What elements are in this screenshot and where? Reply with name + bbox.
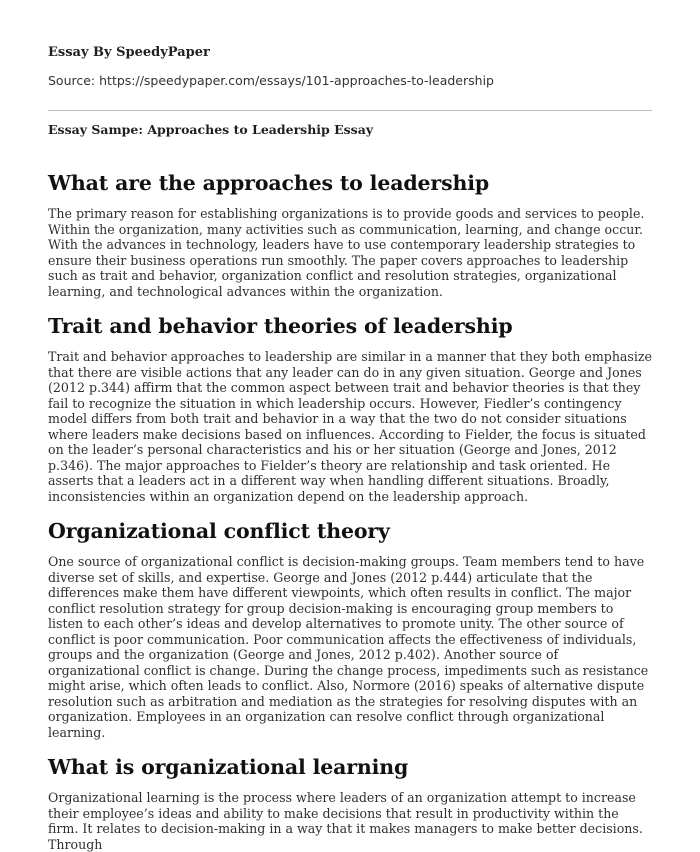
section-heading: Trait and behavior theories of leadership: [48, 314, 513, 338]
section-approaches: [48, 170, 652, 299]
section-learning: [48, 754, 652, 852]
brand-title: Essay By SpeedyPaper: [48, 45, 210, 60]
header-divider: [48, 110, 652, 111]
source-line: Source: https://speedypaper.com/essays/101-approaches-to-leadership: [48, 73, 494, 88]
section-paragraph: Trait and behavior approaches to leadership are similar in a manner that they both emphasize that there are visible actions that any leader can do in any given situation. George and Jones (2012 p.344) affirm that the common aspect between trait and behavior theories is that they fail to recognize the situation in which leadership occurs. However, Fiedler’s contingency model differs from both trait and behavior in a way that the two do not consider situations where leaders make decisions based on influences. According to Fielder, the focus is situated on the leader’s personal characteristics and his or her situation (George and Jones, 2012 p.346). The major approaches to Fielder’s theory are relationship and task oriented. He asserts that a leaders act in a different way when handling different situations. Broadly, inconsistencies within an organization depend on the leadership approach.: [48, 349, 653, 504]
section-heading: Organizational conflict theory: [48, 519, 390, 543]
section-conflict: [48, 518, 652, 740]
section-paragraph: Organizational learning is the process where leaders of an organization attempt to increase their employee’s ideas and ability to make decisions that result in productivity within the firm. It relates to decision-making in a way that it makes managers to make better decisions. Through: [48, 790, 643, 852]
essay-title: Essay Sampe: Approaches to Leadership Essay: [48, 122, 374, 137]
section-paragraph: One source of organizational conflict is decision-making groups. Team members tend to have diverse set of skills, and expertise. George and Jones (2012 p.444) articulate that the differences make them have different viewpoints, which often results in conflict. The major conflict resolution strategy for group decision-making is encouraging group members to listen to each other’s ideas and develop alternatives to promote unity. The other source of conflict is poor communication. Poor communication affects the effectiveness of individuals, groups and the organization (George and Jones, 2012 p.402). Another source of organizational conflict is change. During the change process, impediments such as resistance might arise, which often leads to conflict. Also, Normore (2016) speaks of alternative dispute resolution such as arbitration and mediation as the strategies for resolving disputes with an organization. Employees in an organization can resolve conflict through organizational learning.: [48, 554, 649, 740]
essay-content: [48, 170, 652, 852]
section-heading: What is organizational learning: [48, 755, 409, 779]
section-heading: What are the approaches to leadership: [48, 171, 490, 195]
section-trait-behavior: [48, 313, 652, 504]
section-paragraph: The primary reason for establishing organizations is to provide goods and services to people. Within the organization, many activities such as communication, learning, and change occur. With the advances in technology, leaders have to use contemporary leadership strategies to ensure their business operations run smoothly. The paper covers approaches to leadership such as trait and behavior, organization conflict and resolution strategies, organizational learning, and technological advances within the organization.: [48, 206, 645, 299]
